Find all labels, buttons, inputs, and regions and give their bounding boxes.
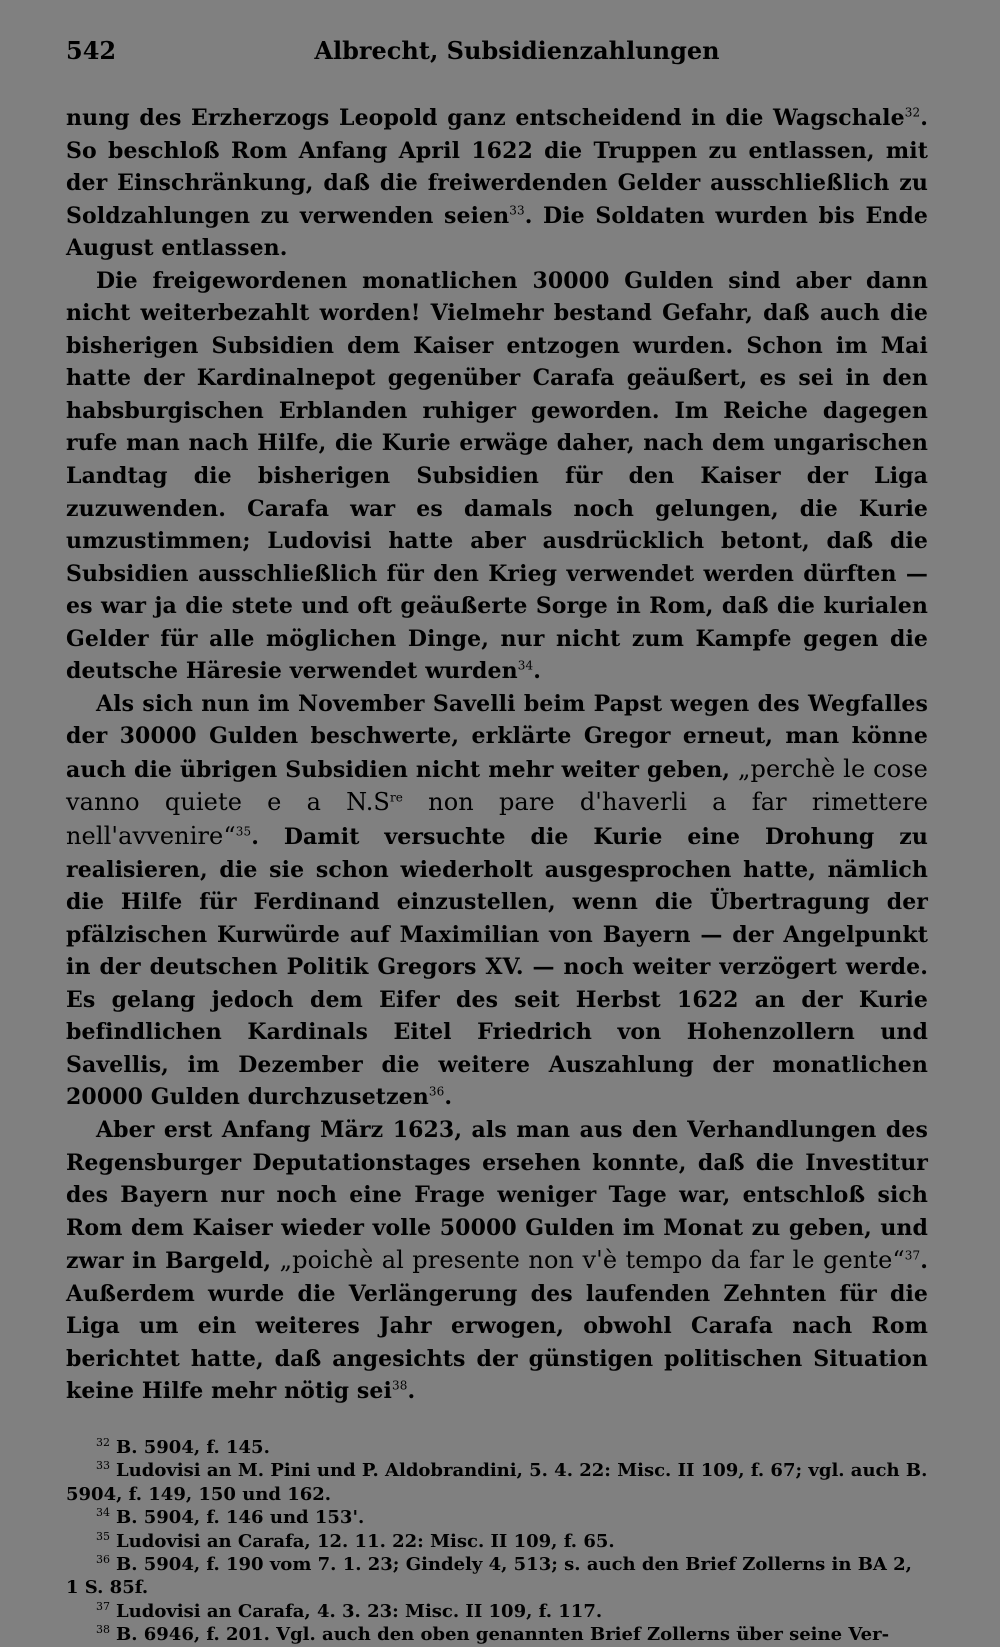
footnote-number: 34 bbox=[96, 1506, 110, 1520]
italian-quotation: non pare d'haverli a far rimettere nell'avvenire“ bbox=[66, 788, 928, 851]
footnote-number: 33 bbox=[96, 1459, 110, 1473]
paragraph-text: . So beschloß Rom Anfang April 1622 die Truppen zu entlassen, mit der Einschränkung, daß die freiwerdenden Gelder ausschließlich zu Soldzahlungen zu verwenden seien bbox=[66, 105, 928, 229]
footnote-number: 35 bbox=[96, 1529, 110, 1543]
footnote bbox=[66, 1623, 928, 1646]
footnote-reference: 36 bbox=[428, 1085, 445, 1100]
footnote-text: B. 5904, f. 146 und 153'. bbox=[116, 1507, 365, 1529]
footnote-text: Ludovisi an Carafa, 12. 11. 22: Misc. II 109, f. 65. bbox=[116, 1530, 615, 1552]
footnote bbox=[66, 1600, 928, 1623]
footnote bbox=[66, 1459, 928, 1506]
footnotes bbox=[66, 1436, 928, 1647]
footnote bbox=[66, 1506, 928, 1529]
paragraph-text: Als sich nun im November Savelli beim Papst wegen des Wegfalles der 30000 Gulden beschwerte, erklärte Gregor erneut, man könne auch die übrigen Subsidien nicht mehr weiter geben, bbox=[66, 690, 928, 783]
italian-quotation: „poichè al presente non v'è tempo da far le gente“ bbox=[279, 1246, 905, 1275]
footnote-text: B. 6946, f. 201. Vgl. auch den oben genannten Brief Zollerns über seine Ver- bbox=[116, 1624, 890, 1646]
footnote-number: 37 bbox=[96, 1599, 110, 1613]
body-paragraph bbox=[66, 265, 928, 688]
paragraph-text: Aber erst Anfang März 1623, als man aus den Verhandlungen des Regensburger Deputationstages ersehen konnte, daß die Investitur des Bayern nur noch eine Frage weniger Tage war, entschloß sich Rom dem Kaiser wieder volle 50000 Gulden im Monat zu geben, und zwar in Bargeld, bbox=[66, 1116, 928, 1275]
paragraph-text: . Damit versuchte die Kurie eine Drohung zu realisieren, die sie schon wiederholt ausgesprochen hatte, nämlich die Hilfe für Ferdinand einzustellen, wenn die Übertragung der pfälzischen Kurwürde auf Maximilian von Bayern — der Angelpunkt in der deutschen Politik Gregors XV. — noch weiter verzögert werde. Es gelang jedoch dem Eifer des seit Herbst 1622 an der Kurie befindlichen Kardinals Eitel Friedrich von Hohenzollern und Savellis, im Dezember die weitere Auszahlung der monatlichen 20000 Gulden durchzusetzen bbox=[66, 824, 928, 1111]
paragraph-text: Die freigewordenen monatlichen 30000 Gulden sind aber dann nicht weiterbezahlt worden! Vielmehr bestand Gefahr, daß auch die bisherigen Subsidien dem Kaiser entzogen wurden. Schon im Mai hatte der Kardinalnepot gegenüber Carafa geäußert, es sei in den habsburgischen Erblanden ruhiger geworden. Im Reiche dagegen rufe man nach Hilfe, die Kurie erwäge daher, nach dem ungarischen Landtag die bisherigen Subsidien für den Kaiser der Liga zuzuwenden. Carafa war es damals noch gelungen, die Kurie umzustimmen; Ludovisi hatte aber ausdrücklich betont, daß die Subsidien ausschließlich für den Krieg verwendet werden dürften — es war ja die stete und oft geäußerte Sorge in Rom, daß die kurialen Gelder für alle möglichen Dinge, nur nicht zum Kampfe gegen die deutsche Häresie verwendet wurden bbox=[66, 267, 928, 685]
footnote bbox=[66, 1530, 928, 1553]
footnote bbox=[66, 1553, 928, 1600]
running-title: Albrecht, Subsidienzahlungen bbox=[314, 36, 720, 65]
footnote-reference: 38 bbox=[391, 1379, 408, 1393]
body-text bbox=[66, 102, 928, 1408]
page-header bbox=[66, 36, 928, 76]
footnote-reference: 33 bbox=[509, 203, 525, 218]
footnote-reference: 32 bbox=[904, 105, 921, 120]
italian-quotation: „perchè le cose vanno quiete e a N.S bbox=[66, 754, 928, 817]
paragraph-text: . Die Soldaten wurden bis Ende August entlassen. bbox=[66, 202, 928, 262]
body-paragraph bbox=[66, 102, 928, 265]
footnote bbox=[66, 1436, 928, 1459]
footnote-text: B. 5904, f. 190 vom 7. 1. 23; Gindely 4, 513; s. auch den Brief Zollerns in BA 2, 1 S. 85f. bbox=[66, 1553, 912, 1599]
footnote-number: 38 bbox=[96, 1623, 110, 1637]
footnote-reference: 35 bbox=[235, 824, 252, 839]
paragraph-text: . bbox=[407, 1378, 416, 1405]
page-number: 542 bbox=[66, 36, 117, 65]
paragraph-text: nung des Erzherzogs Leopold ganz entscheidend in die Wagschale bbox=[66, 105, 905, 131]
footnote-text: Ludovisi an Carafa, 4. 3. 23: Misc. II 109, f. 117. bbox=[116, 1600, 603, 1622]
footnote-text: Ludovisi an M. Pini und P. Aldobrandini, 5. 4. 22: Misc. II 109, f. 67; vgl. auch B. 5904, f. 149, 150 und 162. bbox=[66, 1460, 928, 1505]
footnote-reference: 34 bbox=[517, 658, 534, 673]
paragraph-text: . Außerdem wurde die Verlängerung des laufenden Zehnten für die Liga um ein weiteres Jahr erwogen, obwohl Carafa nach Rom berichtet hatte, daß angesichts der günstigen politischen Situation keine Hilfe mehr nötig sei bbox=[66, 1248, 928, 1405]
footnote-text: B. 5904, f. 145. bbox=[116, 1436, 270, 1458]
footnote-number: 32 bbox=[96, 1435, 110, 1449]
body-paragraph bbox=[66, 688, 928, 1114]
footnote-reference: 37 bbox=[904, 1248, 921, 1263]
book-page bbox=[66, 36, 928, 1647]
paragraph-text: . bbox=[444, 1084, 453, 1111]
footnote-reference: re bbox=[389, 791, 404, 806]
body-paragraph bbox=[66, 1114, 928, 1408]
paragraph-text: . bbox=[533, 658, 541, 685]
footnote-number: 36 bbox=[96, 1552, 110, 1566]
